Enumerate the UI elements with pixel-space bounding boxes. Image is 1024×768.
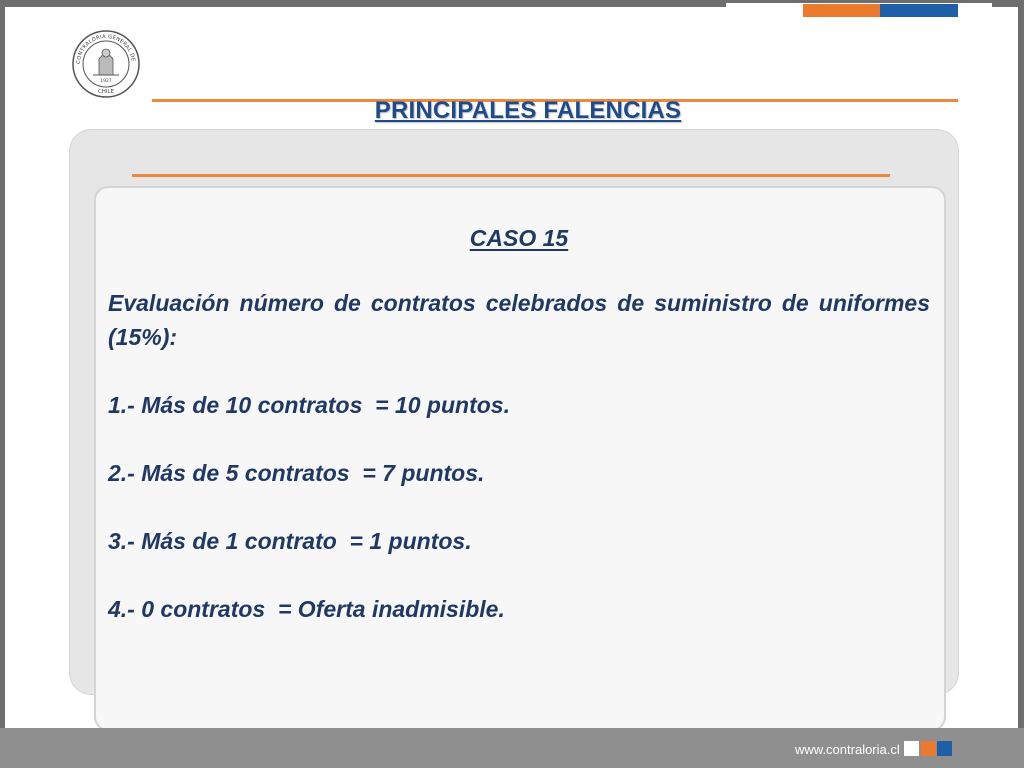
list-item: 4.- 0 contratos = Oferta inadmisible. — [108, 596, 505, 622]
svg-text:CONTRALORIA GENERAL DE LA REPU: CONTRALORIA GENERAL DE — [75, 33, 136, 65]
contraloria-seal-logo — [71, 29, 141, 99]
footer-white-square — [904, 741, 919, 756]
footer-url: www.contraloria.cl — [795, 742, 900, 757]
top-orange-accent — [803, 4, 880, 17]
list-item: 2.- Más de 5 contratos = 7 puntos. — [108, 460, 485, 486]
seal-year: 1927 — [100, 79, 112, 84]
top-blue-accent — [880, 4, 958, 17]
case-title: CASO 15 — [469, 225, 569, 251]
right-frame-bar — [1018, 0, 1024, 768]
footer-blue-square — [937, 741, 952, 756]
left-frame-bar — [0, 0, 5, 768]
evaluation-text: Evaluación número de contratos celebrados de suministro de uniformes (15%): — [108, 290, 930, 350]
svg-text:CHILE: CHILE — [97, 89, 115, 95]
list-item: 3.- Más de 1 contrato = 1 puntos. — [108, 528, 472, 554]
slide-body — [108, 220, 930, 626]
list-item: 1.- Más de 10 contratos = 10 puntos. — [108, 392, 510, 418]
footer-orange-square — [921, 741, 936, 756]
panel-orange-rule — [132, 174, 890, 177]
page-title: PRINCIPALES FALENCIAS — [374, 97, 682, 124]
